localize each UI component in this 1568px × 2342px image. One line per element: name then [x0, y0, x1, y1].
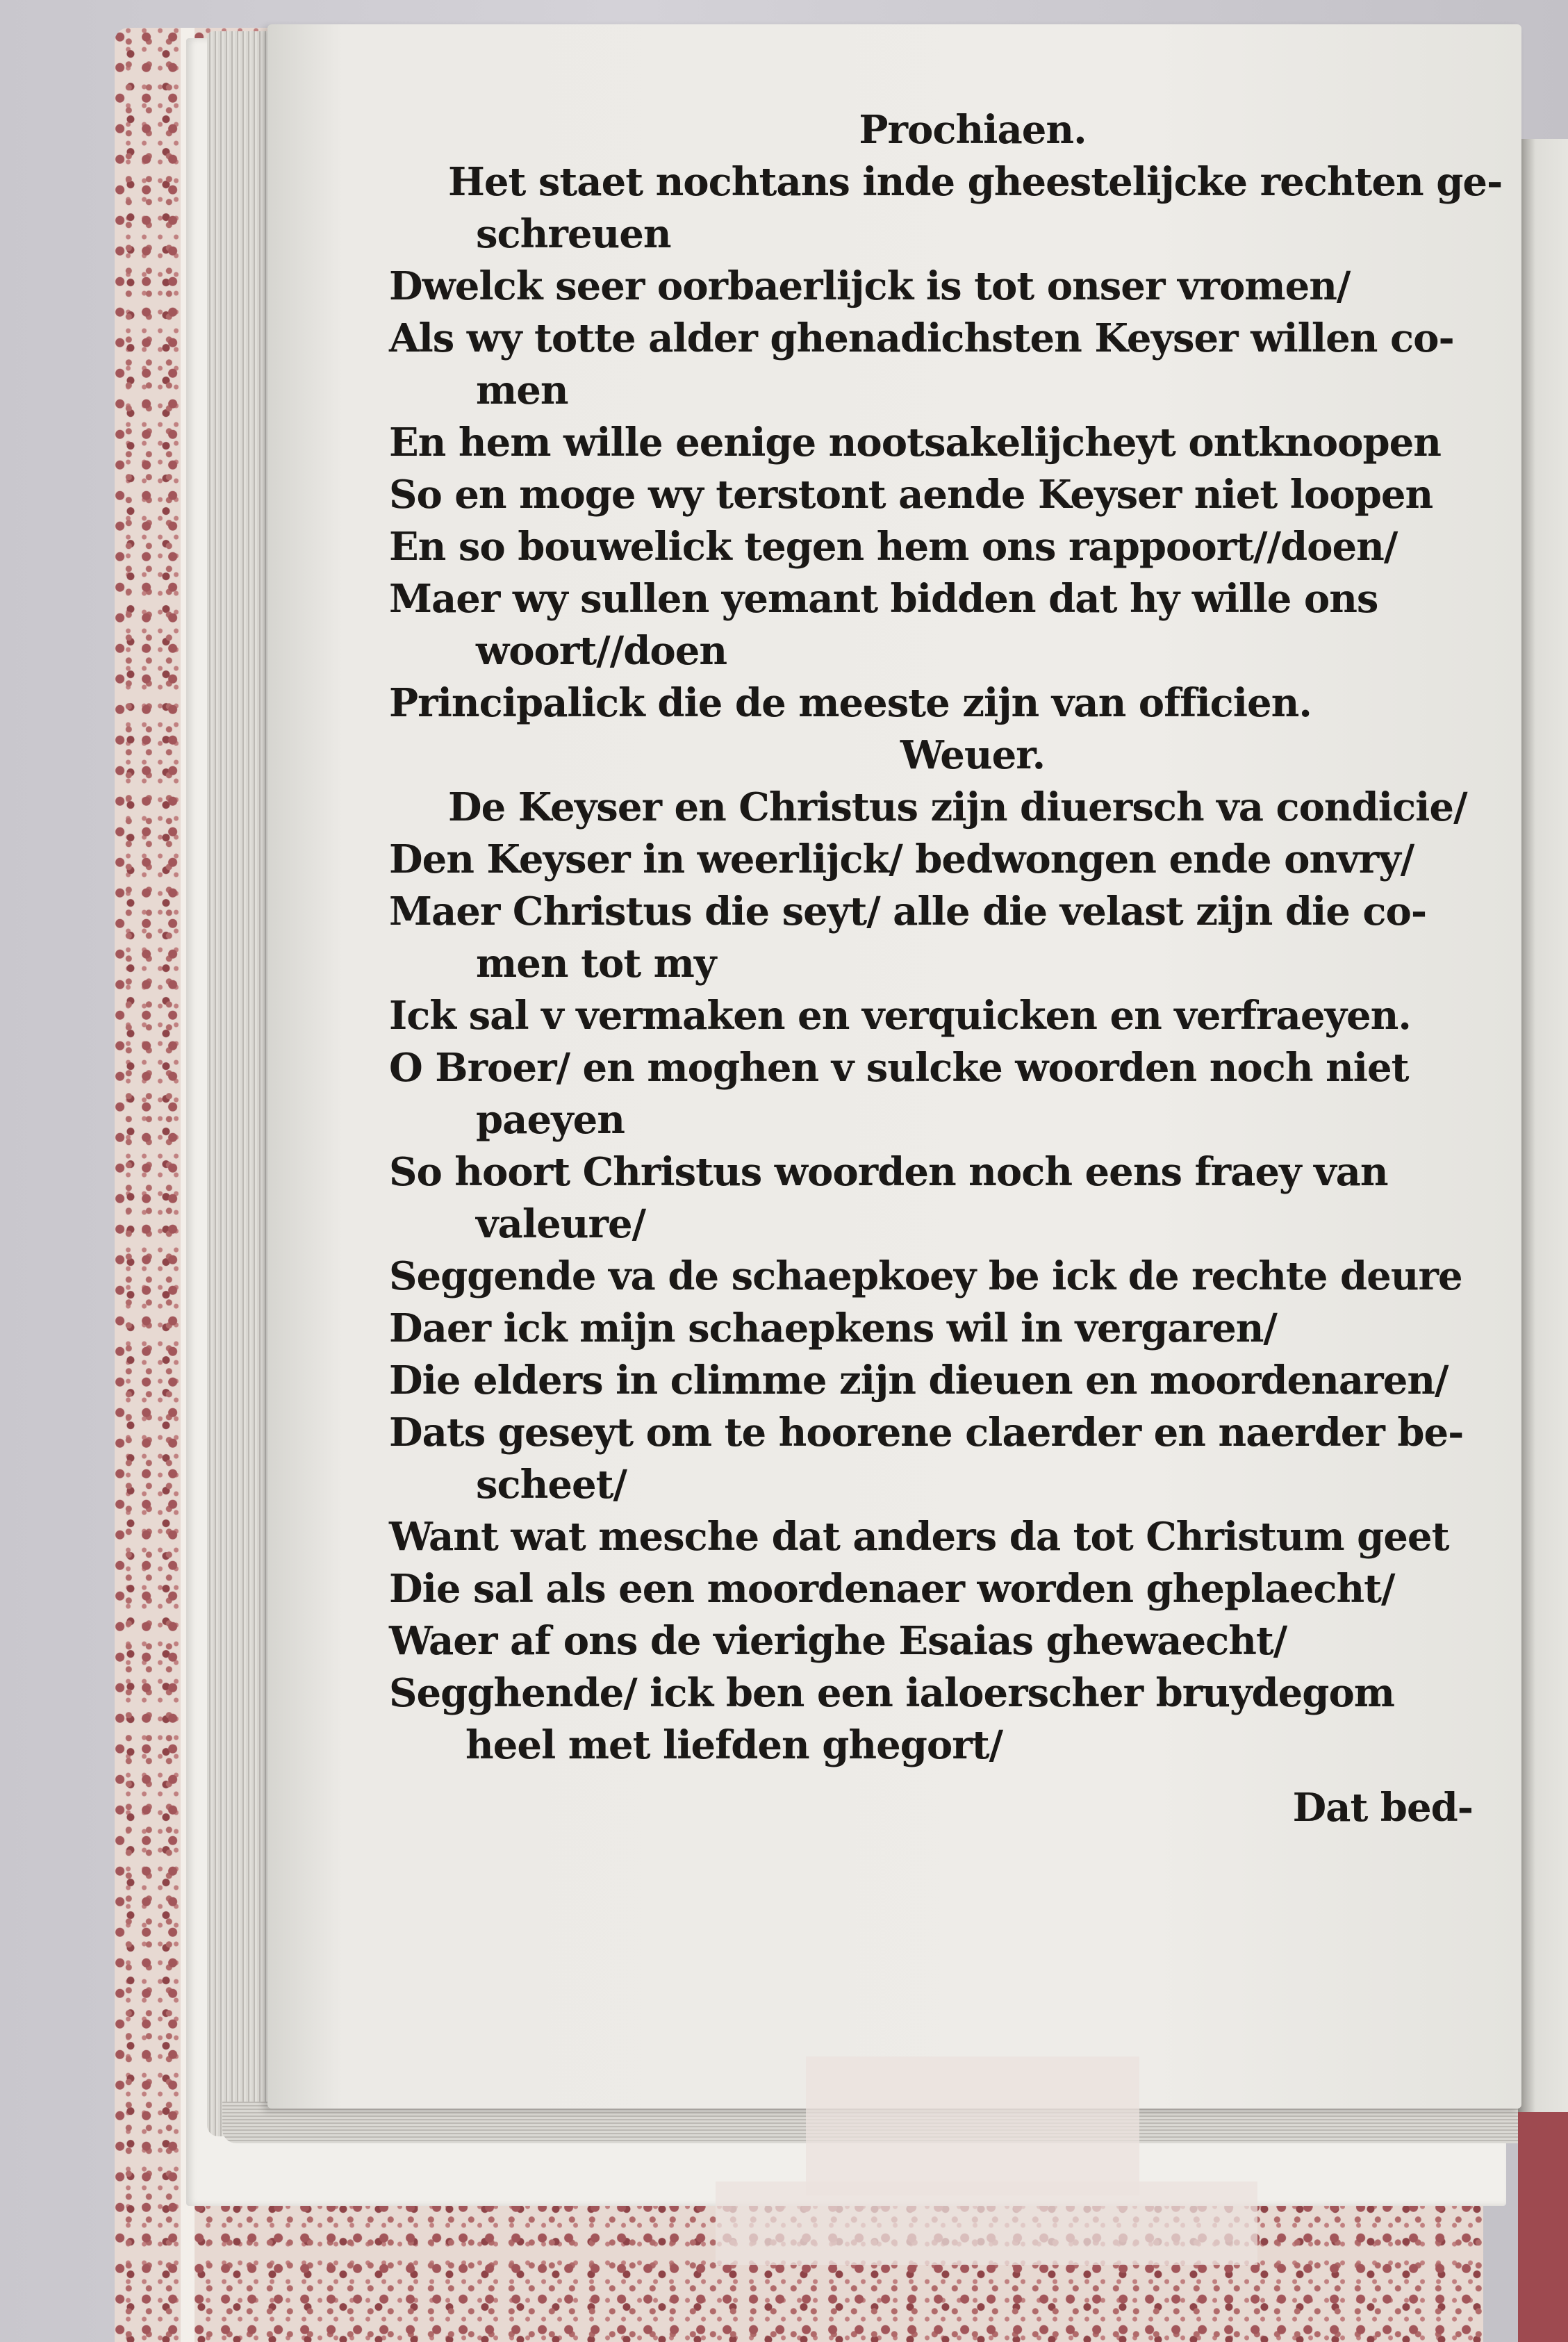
- text-line: heel met liefden ghegort/: [465, 1722, 1003, 1768]
- text-line: Ick sal v vermaken en verquicken en verfraeyen.: [389, 993, 1411, 1039]
- text-line: valeure/: [476, 1201, 646, 1247]
- photo-smudge: [716, 2182, 1257, 2265]
- text-line: scheet/: [476, 1462, 627, 1508]
- text-line: En hem wille eenige nootsakelijcheyt ontknoopen: [389, 420, 1441, 465]
- page-text: [389, 104, 1503, 1834]
- text-line: Principalick die de meeste zijn van officien.: [389, 680, 1312, 726]
- text-line: Als wy totte alder ghenadichsten Keyser willen co-: [389, 315, 1454, 361]
- text-line: paeyen: [476, 1097, 625, 1143]
- text-line: Segghende/ ick ben een ialoerscher bruydegom: [389, 1670, 1395, 1716]
- photo-smudge: [806, 2056, 1139, 2195]
- text-line: schreuen: [476, 211, 671, 257]
- speaker-heading: Weuer.: [900, 732, 1046, 778]
- speaker-heading: Prochiaen.: [859, 107, 1087, 153]
- text-line: men tot my: [476, 941, 716, 987]
- text-line: Dats geseyt om te hoorene claerder en naerder be-: [389, 1410, 1464, 1455]
- text-line: De Keyser en Christus zijn diuersch va condicie/: [448, 784, 1467, 830]
- facing-cover-corner: [1518, 2112, 1568, 2342]
- text-line: Dwelck seer oorbaerlijck is tot onser vromen/: [389, 263, 1351, 309]
- facing-page-edge: [1518, 139, 1568, 2112]
- text-line: Maer wy sullen yemant bidden dat hy wille ons: [389, 576, 1378, 622]
- text-line: woort//doen: [476, 628, 727, 674]
- text-line: So hoort Christus woorden noch eens fraey van: [389, 1149, 1388, 1195]
- text-line: So en moge wy terstont aende Keyser niet loopen: [389, 472, 1433, 518]
- text-line: Die elders in climme zijn dieuen en moordenaren/: [389, 1358, 1449, 1403]
- text-line: Waer af ons de vierighe Esaias ghewaecht/: [389, 1618, 1287, 1664]
- text-line: Seggende va de schaepkoey be ick de rechte deure: [389, 1253, 1462, 1299]
- text-line: Den Keyser in weerlijck/ bedwongen ende onvry/: [389, 836, 1414, 882]
- text-line: Daer ick mijn schaepkens wil in vergaren/: [389, 1305, 1277, 1351]
- text-line: En so bouwelick tegen hem ons rappoort//doen/: [389, 524, 1398, 570]
- text-line: Maer Christus die seyt/ alle die velast zijn die co-: [389, 889, 1427, 934]
- text-line: O Broer/ en moghen v sulcke woorden noch niet: [389, 1045, 1409, 1091]
- text-line: Het staet nochtans inde gheestelijcke rechten ge-: [448, 159, 1503, 205]
- text-line: Die sal als een moordenaer worden gheplaecht/: [389, 1566, 1395, 1612]
- text-line: Want wat mesche dat anders da tot Christum geet: [389, 1514, 1449, 1560]
- text-line: men: [476, 368, 568, 413]
- catchword: Dat bed-: [1292, 1785, 1473, 1831]
